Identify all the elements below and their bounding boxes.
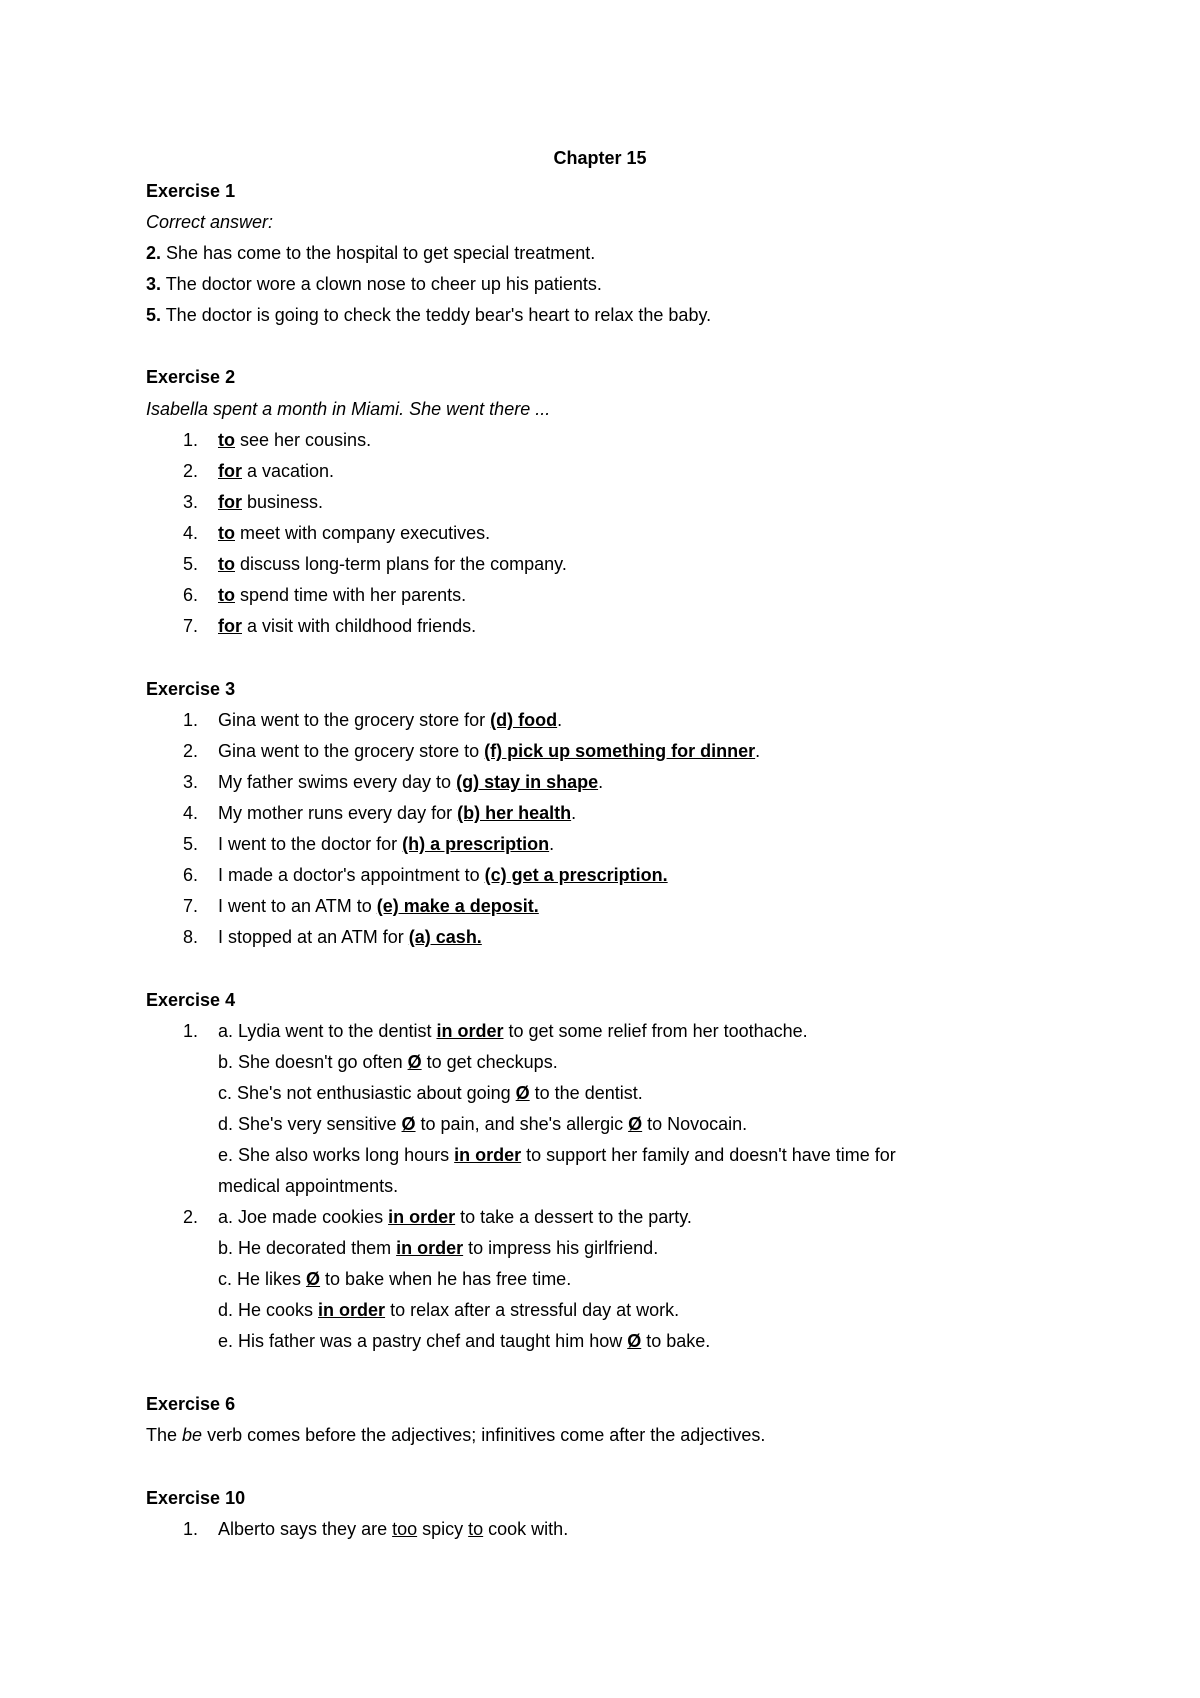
exercise-3-item: I stopped at an ATM for (a) cash. bbox=[218, 927, 482, 947]
exercise-3-item: My father swims every day to (g) stay in shape. bbox=[218, 772, 604, 792]
list-number: 1. bbox=[182, 1021, 198, 1041]
list-number: 8. bbox=[182, 927, 198, 947]
list-number: 3. bbox=[182, 772, 198, 792]
exercise-2-item: for a visit with childhood friends. bbox=[218, 616, 477, 636]
list-number: 7. bbox=[182, 896, 198, 916]
exercise-2-item: to spend time with her parents. bbox=[218, 585, 467, 605]
exercise-4-item: a. Lydia went to the dentist in order to get some relief from her toothache. bbox=[218, 1021, 808, 1041]
list-number: 1. bbox=[182, 430, 198, 450]
exercise-4-item: d. He cooks in order to relax after a stressful day at work. bbox=[218, 1300, 680, 1320]
exercise-4-item: c. She's not enthusiastic about going Ø to the dentist. bbox=[218, 1083, 643, 1103]
list-number: 3. bbox=[182, 492, 198, 512]
list-number: 1. bbox=[182, 710, 198, 730]
exercise-2-item: to meet with company executives. bbox=[218, 523, 491, 543]
exercise-4-item: e. His father was a pastry chef and taught him how Ø to bake. bbox=[218, 1331, 711, 1351]
exercise-1-item: 3. The doctor wore a clown nose to cheer up his patients. bbox=[146, 274, 602, 294]
exercise-3-item: Gina went to the grocery store to (f) pick up something for dinner. bbox=[218, 741, 761, 761]
exercise-1-item: 5. The doctor is going to check the teddy bear's heart to relax the baby. bbox=[146, 305, 712, 325]
exercise-4-item: a. Joe made cookies in order to take a dessert to the party. bbox=[218, 1207, 692, 1227]
exercise-3-item: I made a doctor's appointment to (c) get a prescription. bbox=[218, 865, 668, 885]
exercise-4-item: b. He decorated them in order to impress his girlfriend. bbox=[218, 1238, 659, 1258]
list-number: 2. bbox=[182, 1207, 198, 1227]
exercise-3-item: I went to an ATM to (e) make a deposit. bbox=[218, 896, 539, 916]
exercise-3-item: I went to the doctor for (h) a prescription. bbox=[218, 834, 555, 854]
list-number: 1. bbox=[182, 1519, 198, 1539]
list-number: 4. bbox=[182, 523, 198, 543]
exercise-2-item: to see her cousins. bbox=[218, 430, 372, 450]
list-number: 7. bbox=[182, 616, 198, 636]
list-number: 5. bbox=[182, 834, 198, 854]
exercise-3-item: My mother runs every day for (b) her health. bbox=[218, 803, 577, 823]
exercise-1-heading: Exercise 1 bbox=[146, 181, 236, 201]
exercise-4-item-continued: medical appointments. bbox=[218, 1176, 399, 1196]
exercise-6-text: The be verb comes before the adjectives; infinitives come after the adjectives. bbox=[146, 1425, 766, 1445]
exercise-2-item: for business. bbox=[218, 492, 324, 512]
exercise-1-intro: Correct answer: bbox=[146, 212, 274, 232]
exercise-6-heading: Exercise 6 bbox=[146, 1394, 236, 1414]
exercise-4-item: e. She also works long hours in order to support her family and doesn't have time for bbox=[218, 1145, 896, 1165]
list-number: 5. bbox=[182, 554, 198, 574]
list-number: 2. bbox=[182, 461, 198, 481]
exercise-2-intro: Isabella spent a month in Miami. She went there ... bbox=[146, 399, 551, 419]
exercise-1-item: 2. She has come to the hospital to get special treatment. bbox=[146, 243, 596, 263]
exercise-3-heading: Exercise 3 bbox=[146, 679, 236, 699]
list-number: 6. bbox=[182, 585, 198, 605]
exercise-4-item: d. She's very sensitive Ø to pain, and she's allergic Ø to Novocain. bbox=[218, 1114, 748, 1134]
exercise-2-item: for a vacation. bbox=[218, 461, 335, 481]
exercise-3-item: Gina went to the grocery store for (d) food. bbox=[218, 710, 563, 730]
list-number: 6. bbox=[182, 865, 198, 885]
exercise-4-item: c. He likes Ø to bake when he has free time. bbox=[218, 1269, 572, 1289]
list-number: 4. bbox=[182, 803, 198, 823]
exercise-2-heading: Exercise 2 bbox=[146, 367, 236, 387]
list-number: 2. bbox=[182, 741, 198, 761]
exercise-10-item: Alberto says they are too spicy to cook with. bbox=[218, 1519, 569, 1539]
exercise-2-item: to discuss long-term plans for the company. bbox=[218, 554, 567, 574]
chapter-title: Chapter 15 bbox=[553, 148, 647, 168]
exercise-10-heading: Exercise 10 bbox=[146, 1488, 246, 1508]
exercise-4-heading: Exercise 4 bbox=[146, 990, 236, 1010]
exercise-4-item: b. She doesn't go often Ø to get checkups. bbox=[218, 1052, 558, 1072]
